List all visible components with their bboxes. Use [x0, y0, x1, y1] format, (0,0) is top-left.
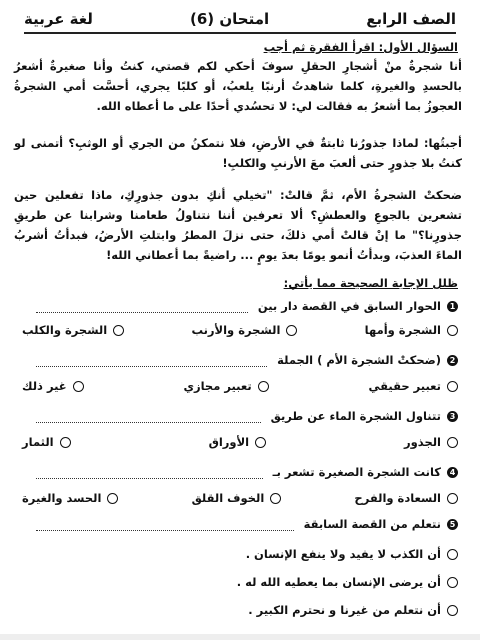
- option-2a[interactable]: [368, 379, 458, 393]
- option-label: أن الكذب لا يفيد ولا ينفع الإنسان .: [245, 547, 441, 561]
- radio-circle-icon[interactable]: [447, 605, 458, 616]
- question-4: [26, 462, 458, 482]
- question-number-4: 4: [447, 467, 458, 478]
- answer-blank-2[interactable]: [36, 354, 267, 367]
- question-1-options: [22, 320, 458, 340]
- radio-circle-icon[interactable]: [447, 493, 458, 504]
- option-label: الثمار: [22, 435, 54, 449]
- option-3c[interactable]: [22, 435, 71, 449]
- option-1b[interactable]: [191, 323, 297, 337]
- header: [24, 6, 456, 34]
- option-3a[interactable]: [404, 435, 458, 449]
- option-5c[interactable]: [248, 600, 458, 620]
- radio-circle-icon[interactable]: [258, 381, 269, 392]
- option-label: السعادة والفرح: [354, 491, 441, 505]
- question1-heading: السؤال الأول: اقرأ الفقرة ثم أجب: [263, 40, 458, 54]
- paragraph-2: أجبتُها: لماذا جذورُنا ثابتةٌ في الأرضِ، فلا نتمكنُ من الجري أو الوثبِ؟ أتمنى لو كنتُ بلا جذورٍ حتى ألعبَ معَ الأرنبِ والكلبِ!: [14, 136, 462, 170]
- question-2-text: (ضحكتْ الشجرة الأم ) الجملة: [277, 353, 441, 367]
- radio-circle-icon[interactable]: [73, 381, 84, 392]
- option-label: الحسد والغيرة: [22, 491, 102, 505]
- question-number-1: 1: [447, 301, 458, 312]
- radio-circle-icon[interactable]: [447, 325, 458, 336]
- answer-blank-4[interactable]: [36, 466, 263, 479]
- option-label: غير ذلك: [22, 379, 67, 393]
- option-label: أن نتعلم من غيرنا و نحترم الكبير .: [248, 603, 441, 617]
- radio-circle-icon[interactable]: [255, 437, 266, 448]
- radio-circle-icon[interactable]: [447, 381, 458, 392]
- question-number-5: 5: [447, 519, 458, 530]
- question-2: [26, 350, 458, 370]
- question-1-text: الحوار السابق في القصة دار بين: [257, 299, 441, 313]
- option-label: الخوف القلق: [191, 491, 265, 505]
- question-3-options: [22, 432, 458, 452]
- radio-circle-icon[interactable]: [107, 493, 118, 504]
- option-5a[interactable]: [246, 544, 458, 564]
- question-4-options: [22, 488, 458, 508]
- question-3: [26, 406, 458, 426]
- subject-label: لغة عربية: [24, 10, 93, 28]
- question-5-text: نتعلم من القصة السابقة: [303, 517, 441, 531]
- option-4a[interactable]: [354, 491, 458, 505]
- option-4c[interactable]: [22, 491, 118, 505]
- option-1a[interactable]: [365, 323, 458, 337]
- question-5: [26, 514, 458, 534]
- question-2-options: [22, 376, 458, 396]
- radio-circle-icon[interactable]: [447, 437, 458, 448]
- option-label: تعبير حقيقي: [368, 379, 441, 393]
- answer-blank-3[interactable]: [36, 410, 261, 423]
- answer-blank-5[interactable]: [36, 518, 294, 531]
- radio-circle-icon[interactable]: [60, 437, 71, 448]
- instruction-heading: ظلل الإجابة الصحيحة مما يأتي:: [283, 276, 458, 290]
- option-label: أن يرضى الإنسان بما يعطيه الله له .: [236, 575, 441, 589]
- paragraph-1: أنا شجرةٌ منْ أشجارِ الحقلِ سوفَ أحكي لكم قصتي، كنتُ وأنا صغيرةٌ أشعرُ بالحسدِ والغيرةِ، كلما شاهدتُ أرنبًا يلعبُ، أو كلبًا يجري، أحسَّت أمي الشجرةُ العجوزُ بما أشعرُ به فقالت لي: لا تحسُدي أحدًا على ما أعطاه الله.: [14, 59, 462, 113]
- exam-label: امتحان (6): [189, 10, 270, 28]
- option-label: الجذور: [404, 435, 441, 449]
- question-4-text: كانت الشجرة الصغيرة تشعر بـ: [272, 465, 441, 479]
- question-1: [26, 296, 458, 316]
- option-label: الشجرة والكلب: [22, 323, 108, 337]
- option-label: الشجرة وأمها: [364, 323, 441, 337]
- radio-circle-icon[interactable]: [270, 493, 281, 504]
- answer-blank-1[interactable]: [36, 300, 248, 313]
- radio-circle-icon[interactable]: [113, 325, 124, 336]
- option-2c[interactable]: [22, 379, 84, 393]
- radio-circle-icon[interactable]: [447, 577, 458, 588]
- option-label: الشجرة والأرنب: [191, 323, 281, 337]
- option-4b[interactable]: [192, 491, 282, 505]
- radio-circle-icon[interactable]: [286, 325, 297, 336]
- option-3b[interactable]: [209, 435, 267, 449]
- option-5b[interactable]: [237, 572, 458, 592]
- radio-circle-icon[interactable]: [447, 549, 458, 560]
- option-label: تعبير مجازي: [183, 379, 252, 393]
- question-number-3: 3: [447, 411, 458, 422]
- grade-label: الصف الرابع: [366, 10, 456, 28]
- option-2b[interactable]: [183, 379, 268, 393]
- question-number-2: 2: [447, 355, 458, 366]
- question-3-text: تتناول الشجرة الماء عن طريق: [270, 409, 441, 423]
- paragraph-3: ضحكتْ الشجرةُ الأم، ثمَّ قالتْ: "تخيلي أنكِ بدون جذورِكِ، ماذا تفعلين حين تشعرين بالجوعِ والعطشِ؟ ألا تعرفين أننا نتناولُ طعامنا وشرابنا عن طريقِ جذورِنا؟" ما إنْ قالتْ أمي ذلكَ، حتى نزلَ المطرُ وابتلتِ الأرضُ، فبدأتُ أشربُ الماءَ العذبَ، وبدأتُ أنمو يومًا بعدَ يومٍ ... راضيةً بما أعطاني الله!: [14, 188, 462, 262]
- option-label: الأوراق: [208, 435, 250, 449]
- option-1c[interactable]: [22, 323, 124, 337]
- page-bottom-edge: [0, 634, 480, 640]
